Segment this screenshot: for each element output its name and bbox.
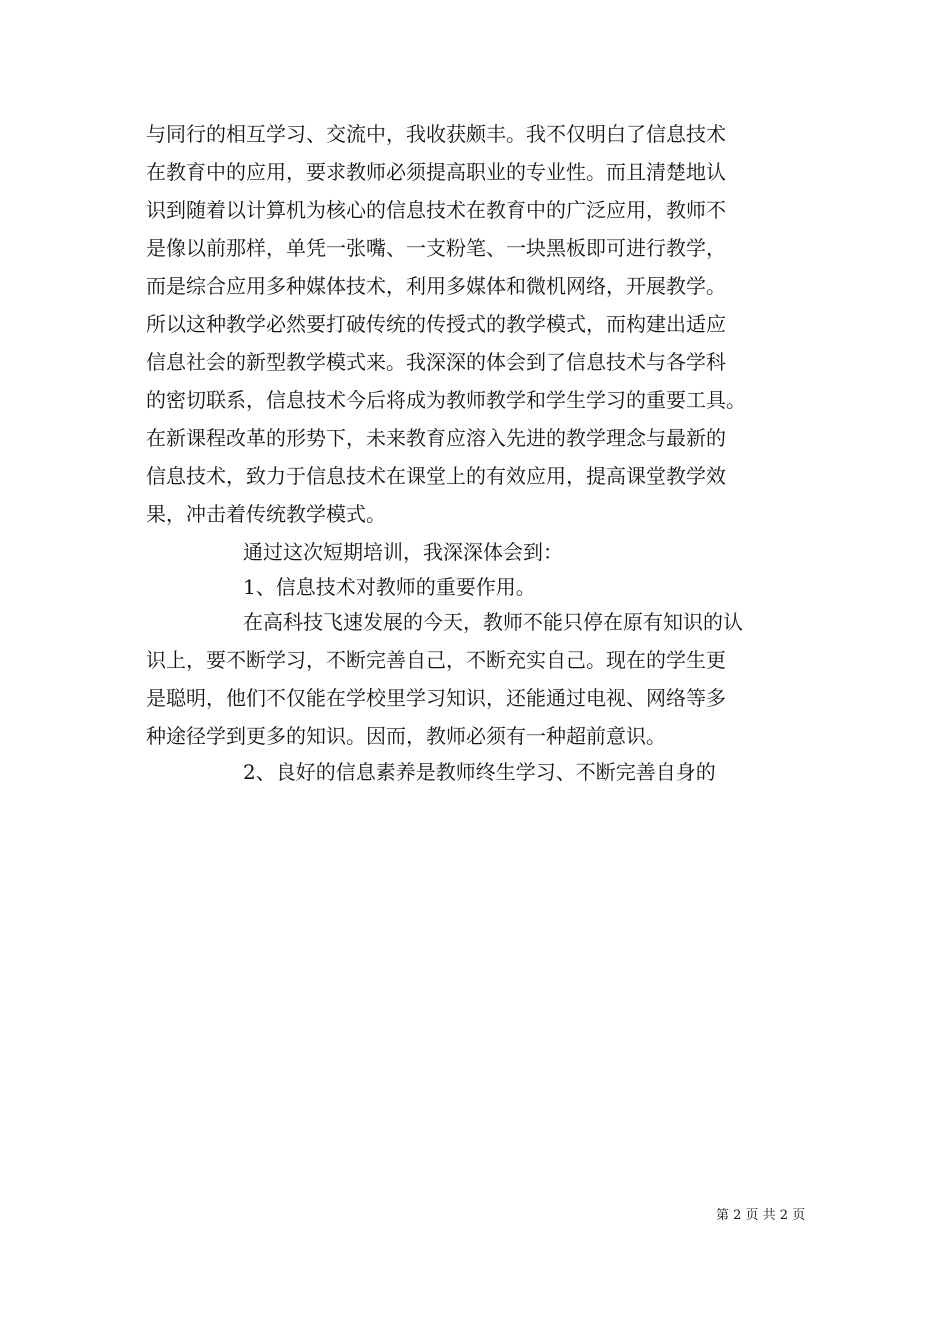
paragraph-line: 是像以前那样，单凭一张嘴、一支粉笔、一块黑板即可进行教学， — [146, 236, 726, 260]
paragraph-line: 在教育中的应用，要求教师必须提高职业的专业性。而且清楚地认 — [146, 160, 726, 184]
paragraph-line: 的密切联系，信息技术今后将成为教师教学和学生学习的重要工具。 — [146, 388, 746, 412]
paragraph-line: 识上，要不断学习，不断完善自己，不断充实自己。现在的学生更 — [146, 648, 726, 672]
paragraph-line: 而是综合应用多种媒体技术，利用多媒体和微机网络，开展教学。 — [146, 274, 726, 298]
section-heading: 1、信息技术对教师的重要作用。 — [243, 575, 536, 599]
section-heading: 2、良好的信息素养是教师终生学习、不断完善自身的 — [243, 760, 716, 784]
paragraph-line: 识到随着以计算机为核心的信息技术在教育中的广泛应用，教师不 — [146, 198, 726, 222]
paragraph-line: 种途径学到更多的知识。因而，教师必须有一种超前意识。 — [146, 724, 666, 748]
paragraph-line: 是聪明，他们不仅能在学校里学习知识，还能通过电视、网络等多 — [146, 686, 726, 710]
page-number-footer: 第 2 页 共 2 页 — [716, 1208, 806, 1223]
paragraph-line: 与同行的相互学习、交流中，我收获颇丰。我不仅明白了信息技术 — [146, 122, 726, 146]
paragraph-line: 信息社会的新型教学模式来。我深深的体会到了信息技术与各学科 — [146, 350, 726, 374]
paragraph-line: 在高科技飞速发展的今天，教师不能只停在原有知识的认 — [243, 610, 743, 634]
paragraph-line: 在新课程改革的形势下，未来教育应溶入先进的教学理念与最新的 — [146, 426, 726, 450]
paragraph-line: 信息技术，致力于信息技术在课堂上的有效应用，提高课堂教学效 — [146, 464, 726, 488]
paragraph-line: 果，冲击着传统教学模式。 — [146, 502, 386, 526]
paragraph-line: 所以这种教学必然要打破传统的传授式的教学模式，而构建出适应 — [146, 312, 726, 336]
paragraph-line: 通过这次短期培训，我深深体会到： — [243, 540, 563, 564]
